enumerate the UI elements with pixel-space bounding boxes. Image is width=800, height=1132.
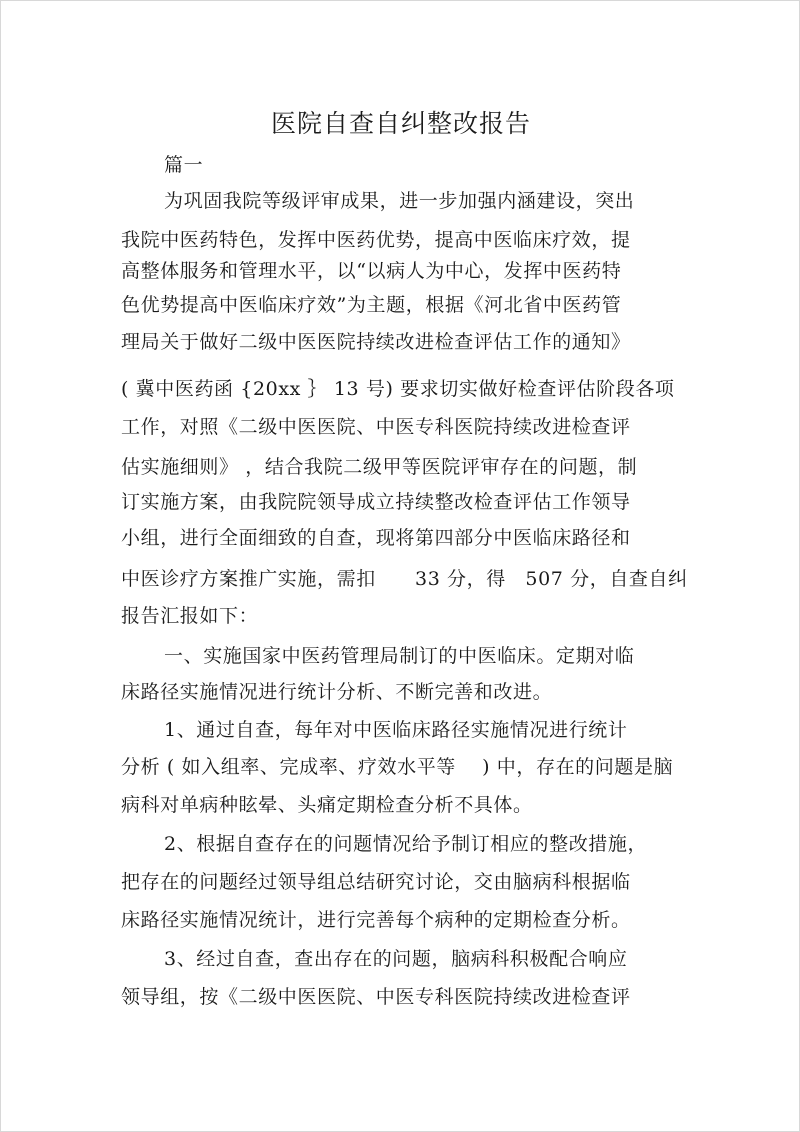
text-line-19: 2、根据自查存在的问题情况给予制订相应的整改措施， — [164, 833, 648, 855]
text-line-5: 色优势提高中医临床疗效”为主题，根据《河北省中医药管 — [121, 294, 622, 316]
text-line-3: 我院中医药特色，发挥中医药优势，提高中医临床疗效，提 — [121, 229, 631, 251]
text-line-4: 高整体服务和管理水平，以“以病人为中心，发挥中医药特 — [121, 260, 622, 282]
text-line-1: 篇一 — [164, 154, 204, 176]
text-line-2: 为巩固我院等级评审成果，进一步加强内涵建设，突出 — [164, 190, 635, 212]
text-line-23: 领导组，按《二级中医医院、中医专科医院持续改进检查评 — [121, 986, 631, 1008]
text-line-13: 报告汇报如下： — [121, 605, 259, 627]
text-line-15: 床路径实施情况进行统计分析、不断完善和改进。 — [121, 681, 553, 703]
text-line-16: 1、通过自查，每年对中医临床路径实施情况进行统计 — [164, 719, 628, 741]
document-title: 医院自查自纠整改报告 — [270, 109, 531, 138]
text-line-10: 订实施方案，由我院院领导成立持续整改检查评估工作领导 — [121, 491, 631, 513]
text-line-14: 一、实施国家中医药管理局制订的中医临床。定期对临 — [164, 645, 635, 667]
text-line-18: 病科对单病种眩晕、头痛定期检查分析不具体。 — [121, 794, 533, 816]
text-line-11: 小组，进行全面细致的自查，现将第四部分中医临床路径和 — [121, 527, 631, 549]
text-line-22: 3、经过自查，查出存在的问题，脑病科积极配合响应 — [164, 948, 628, 970]
text-line-20: 把存在的问题经过领导组总结研究讨论，交由脑病科根据临 — [121, 871, 631, 893]
text-line-6: 理局关于做好二级中医医院持续改进检查评估工作的通知》 — [121, 331, 631, 353]
text-line-9: 估实施细则》 ，结合我院二级甲等医院评审存在的问题，制 — [121, 456, 638, 478]
text-line-21: 床路径实施情况统计，进行完善每个病种的定期检查分析。 — [121, 909, 631, 931]
text-line-8: 工作，对照《二级中医医院、中医专科医院持续改进检查评 — [121, 416, 631, 438]
text-line-17: 分析 ( 如入组率、完成率、疗效水平等 ) 中，存在的问题是脑 — [121, 756, 674, 778]
text-line-7: ( 冀中医药函 {20xx ｝ 13 号) 要求切实做好检查评估阶段各项 — [121, 378, 675, 400]
text-line-12: 中医诊疗方案推广实施，需扣 33 分，得 507 分，自查自纠 — [121, 568, 688, 590]
